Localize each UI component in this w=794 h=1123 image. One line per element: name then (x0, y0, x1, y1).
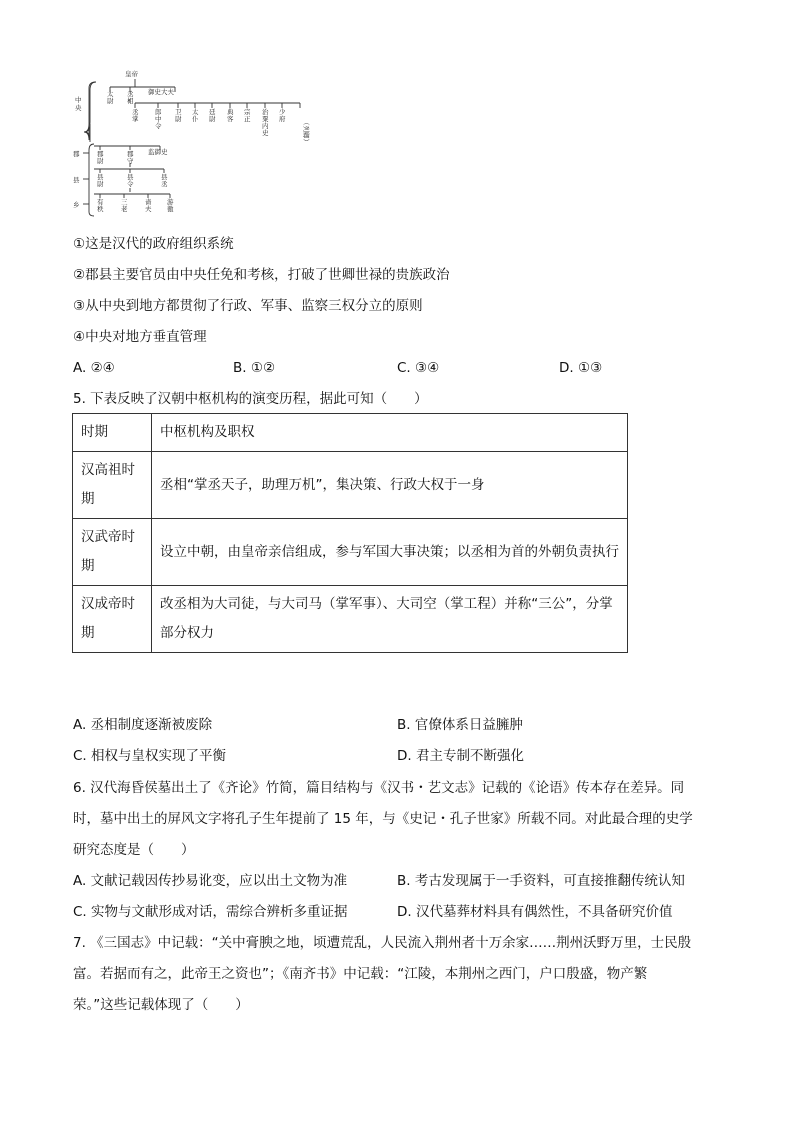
svg-text:丞: 丞 (132, 108, 139, 116)
svg-text:令: 令 (127, 180, 134, 188)
statement-4: ④中央对地方垂直管理 (73, 329, 207, 345)
table-cell-content: 设立中朝，由皇帝亲信组成，参与军国大事决策；以丞相为首的外朝负责执行 (152, 519, 628, 586)
table-header-period: 时期 (73, 414, 152, 452)
svg-text:太: 太 (192, 108, 199, 116)
jun-side-label: 郡 (73, 150, 80, 158)
table-header-institution: 中枢机构及职权 (152, 414, 628, 452)
central-label-2: 央 (75, 104, 82, 112)
svg-text:治: 治 (262, 108, 269, 116)
svg-text:游: 游 (167, 198, 174, 206)
q5-option-b[interactable]: B. 官僚体系日益臃肿 (397, 717, 523, 733)
q6-line-1: 6. 汉代海昏侯墓出土了《齐论》竹简，篇目结构与《汉书・艺文志》记载的《论语》传本存在差异。同 (73, 780, 685, 796)
svg-text:宗: 宗 (244, 108, 251, 116)
svg-text:史: 史 (262, 129, 269, 137)
chengxiang-2: 相 (127, 97, 134, 105)
svg-text:尉: 尉 (97, 157, 104, 165)
svg-text:尉: 尉 (209, 115, 216, 123)
emperor-label: 皇帝 (125, 70, 138, 78)
svg-text:典: 典 (227, 108, 234, 116)
q7-line-2: 富。若据而有之，此帝王之资也”；《南齐书》中记载：“江陵，本荆州之西门，户口殷盛，物产繁 (73, 966, 648, 982)
yushi-label: 御史大夫 (148, 88, 174, 96)
svg-text:郡: 郡 (127, 150, 134, 158)
svg-text:内: 内 (262, 122, 269, 130)
svg-text:尉: 尉 (97, 180, 104, 188)
chengxiang-1: 丞 (127, 90, 134, 98)
svg-text:夫: 夫 (145, 205, 152, 213)
svg-text:客: 客 (227, 115, 234, 123)
q6-option-a[interactable]: A. 文献记载因传抄易讹变，应以出土文物为准 (73, 873, 348, 889)
svg-text:少: 少 (279, 108, 286, 116)
q4-option-a[interactable]: A. ②④ (73, 360, 115, 376)
svg-text:有: 有 (97, 198, 104, 206)
table-cell-period: 汉成帝时期 (73, 586, 152, 653)
q5-option-d[interactable]: D. 君主专制不断强化 (397, 748, 524, 764)
svg-text:县: 县 (127, 173, 134, 181)
svg-text:廷: 廷 (209, 108, 216, 116)
table-cell-content: 改丞相为大司徒，与大司马（掌军事）、大司空（掌工程）并称“三公”，分掌部分权力 (152, 586, 628, 653)
table-cell-period: 汉武帝时期 (73, 519, 152, 586)
svg-text:令: 令 (155, 122, 162, 130)
q7-line-3: 荣。”这些记载体现了（ ） (73, 997, 249, 1013)
q6-option-c[interactable]: C. 实物与文献形成对话，需综合辨析多重证据 (73, 904, 348, 920)
jun-supervisor: 监御史 (148, 148, 168, 156)
central-label-1: 中 (75, 96, 82, 104)
xiang-side-label: 乡 (73, 201, 80, 209)
svg-text:卫: 卫 (175, 108, 182, 116)
q5-stem: 5. 下表反映了汉朝中枢机构的演变历程，据此可知（ ） (73, 391, 428, 407)
q6-line-3: 研究态度是（ ） (73, 842, 195, 858)
svg-text:郎: 郎 (155, 108, 162, 116)
svg-text:仆: 仆 (192, 115, 199, 123)
statement-2: ②郡县主要官员由中央任免和考核，打破了世卿世禄的贵族政治 (73, 267, 450, 283)
table-cell-content: 丞相“掌丞天子，助理万机”，集决策、行政大权于一身 (152, 452, 628, 519)
table-cell-period: 汉高祖时期 (73, 452, 152, 519)
q4-option-d[interactable]: D. ①③ (559, 360, 603, 376)
svg-text:丞: 丞 (161, 180, 168, 188)
svg-text:县: 县 (161, 173, 168, 181)
table-row (73, 586, 628, 653)
taiwei-1: 太 (107, 90, 114, 98)
q4-option-c[interactable]: C. ③④ (397, 360, 440, 376)
svg-text:秩: 秩 (97, 205, 104, 213)
svg-text:正: 正 (244, 115, 251, 123)
svg-text:啬: 啬 (145, 198, 152, 206)
svg-text:府: 府 (279, 115, 286, 123)
svg-text:徼: 徼 (167, 205, 174, 213)
q5-table (72, 413, 628, 653)
table-header-row (73, 414, 628, 452)
statement-1: ①这是汉代的政府组织系统 (73, 236, 234, 252)
q4-option-b[interactable]: B. ①② (233, 360, 276, 376)
svg-text:老: 老 (121, 205, 128, 213)
svg-text:尉: 尉 (175, 115, 182, 123)
svg-text:（列卿）: （列卿） (302, 119, 310, 145)
q6-option-b[interactable]: B. 考古发现属于一手资料，可直接推翻传统认知 (397, 873, 685, 889)
q5-option-a[interactable]: A. 丞相制度逐渐被废除 (73, 717, 213, 733)
taiwei-2: 尉 (107, 97, 114, 105)
svg-text:县: 县 (97, 173, 104, 181)
svg-text:中: 中 (155, 115, 162, 123)
xian-side-label: 县 (73, 176, 80, 184)
svg-text:守: 守 (127, 157, 134, 165)
statement-3: ③从中央到地方都贯彻了行政、军事、监察三权分立的原则 (73, 298, 423, 314)
q5-option-c[interactable]: C. 相权与皇权实现了平衡 (73, 748, 227, 764)
svg-text:郡: 郡 (97, 150, 104, 158)
svg-text:掌: 掌 (132, 115, 139, 123)
q7-line-1: 7. 《三国志》中记载：“关中膏腴之地，顷遭荒乱，人民流入荆州者十万余家……荆州沃野万里，士民殷 (73, 935, 692, 951)
han-government-diagram (70, 66, 320, 222)
table-row (73, 452, 628, 519)
svg-text:粟: 粟 (262, 115, 269, 123)
q6-line-2: 时，墓中出土的屏风文字将孔子生年提前了 15 年，与《史记・孔子世家》所载不同。对此最合理的史学 (73, 811, 693, 827)
q6-option-d[interactable]: D. 汉代墓葬材料具有偶然性，不具备研究价值 (397, 904, 673, 920)
svg-text:三: 三 (121, 198, 128, 206)
table-row (73, 519, 628, 586)
